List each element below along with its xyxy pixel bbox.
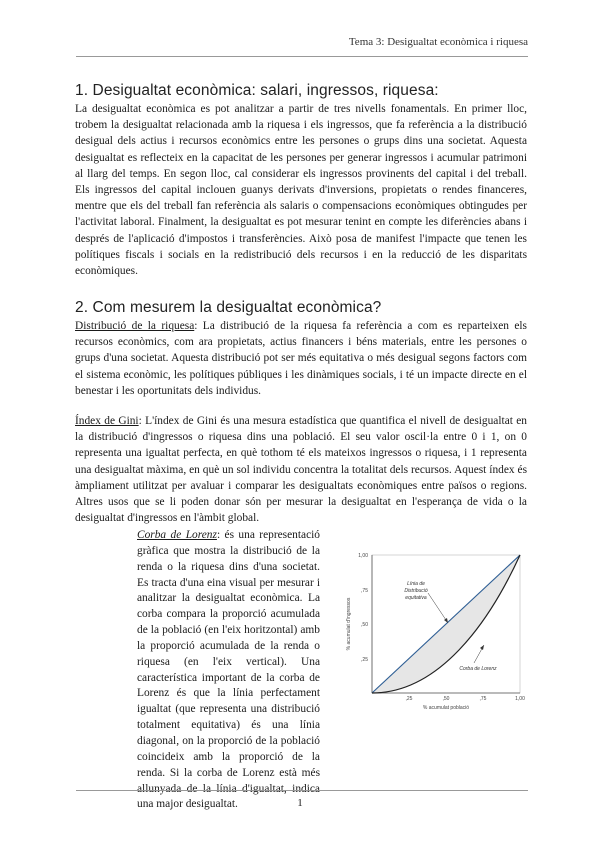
gini-paragraph <box>75 413 527 526</box>
y-tick-25: ,25 <box>361 657 368 663</box>
lorenz-block <box>75 528 320 813</box>
equality-label-2: Distribució <box>404 588 428 594</box>
x-tick-75: ,75 <box>479 696 487 702</box>
lorenz-pointer-head <box>480 645 484 650</box>
x-axis-label: % acumulat població <box>422 705 470 711</box>
lorenz-body: : és una representació gràfica que mostra la distribució de la renda o la riquesa dins d'una societat. Es tracta d'una eina visual per mesurar i analitzar la desigualtat econòmica. La corba compara la proporció acumulada de la població (en l'eix horitzontal) amb la proporció acumulada de la renda o riquesa (en l'eix vertical). Una característica important de la corba de Lorenz és que la línia perfectament igualtat (que representa una distribució totalment equitativa) és una línia diagonal, on la proporció de la població coincideix amb la proporció de la renda. Si la corba de Lorenz està més allunyada de la línia d'igualtat, indica una major desigualtat. <box>137 529 320 811</box>
gini-term: Índex de Gini <box>75 415 139 427</box>
equality-pointer-head <box>444 618 448 623</box>
x-tick-100: 1,00 <box>515 696 525 702</box>
gini-body: : L'índex de Gini és una mesura estadística que quantifica el nivell de desigualtat en la distribució d'ingressos o riquesa dins una població. El seu valor oscil·la entre 0 i 1, on 0 representa una igualtat perfecta, en què tothom té els mateixos ingressos o riquesa, i 1 representa una desigualtat màxima, en què un sol individu concentra la totalitat dels recursos. Aquest índex és àmpliament utilitzat per avaluar i comparar les desigualtats econòmiques entre països o regions. Altres usos que se li poden donar són per mesurar la desigualtat en l'esperança de vida o la desigualtat d'ingressos en l'àmbit global. <box>75 415 527 525</box>
x-tick-50: ,50 <box>442 696 450 702</box>
y-tick-100: 1,00 <box>358 553 368 559</box>
distribution-paragraph <box>75 318 527 399</box>
section-2-heading: 2. Com mesurem la desigualtat econòmica? <box>75 299 382 316</box>
distribution-body: : La distribució de la riquesa fa referència a com es reparteixen els recursos econòmics, com ara propietats, actius financers i béns materials, entre les persones o grups d'una societat. Aquesta distribució pot ser més equitativa o més desigual segons factors com el sistema econòmic, les polítiques públiques i les dinàmiques socials, i té un impacte directe en el benestar i les oportunitats dels individus. <box>75 320 527 397</box>
gini-block <box>75 413 527 526</box>
header-title: Tema 3: Desigualtat econòmica i riquesa <box>348 36 528 48</box>
distribution-term: Distribució de la riquesa <box>75 320 195 332</box>
section-1-heading: 1. Desigualtat econòmica: salari, ingressos, riquesa: <box>75 82 439 99</box>
equality-line <box>372 555 520 693</box>
lorenz-paragraph <box>75 528 320 813</box>
document-header <box>60 36 528 48</box>
lorenz-figure <box>338 545 530 715</box>
lorenz-chart <box>338 545 530 715</box>
y-tick-50: ,50 <box>361 622 368 628</box>
header-rule <box>76 56 528 57</box>
y-tick-75: ,75 <box>361 588 368 594</box>
page-number: 1 <box>297 797 303 809</box>
lorenz-term: Corba de Lorenz <box>137 529 217 541</box>
equality-label-1: Línia de <box>407 581 425 587</box>
section-1-paragraph: La desigualtat econòmica es pot analitzar a partir de tres nivells fonamentals. En primer lloc, trobem la desigualtat relacionada amb la riquesa i els ingressos, que fa referència a la distribució desigual dels actius i recursos econòmics entre les persones o grups dins una societat. Aquesta desigualtat es reflecteix en la capacitat de les persones per generar ingressos i acumular patrimoni al llarg del temps. En segon lloc, cal considerar els ingressos provinents del capital i del treball. Els ingressos del capital inclouen guanys derivats d'inversions, propietats o rendes financeres, mentre que els del treball fan referència als salaris o compensacions econòmiques obtingudes per l'activitat laboral. Finalment, la desigualtat es pot mesurar tenint en compte les diferències abans i després de l'aplicació d'impostos i transferències. Això posa de manifest l'impacte que tenen les polítiques fiscals i socials en la redistribució dels recursos i en la reducció de les disparitats econòmiques. <box>75 103 527 278</box>
equality-pointer <box>428 593 448 623</box>
y-axis-label: % acumulat d'ingressos <box>346 597 352 651</box>
x-tick-25: ,25 <box>405 696 413 702</box>
footer-rule <box>76 790 528 791</box>
lorenz-label: Corba de Lorenz <box>459 666 497 672</box>
equality-label-3: equitativa <box>405 595 427 601</box>
section-1 <box>75 82 527 279</box>
section-2 <box>75 299 527 399</box>
